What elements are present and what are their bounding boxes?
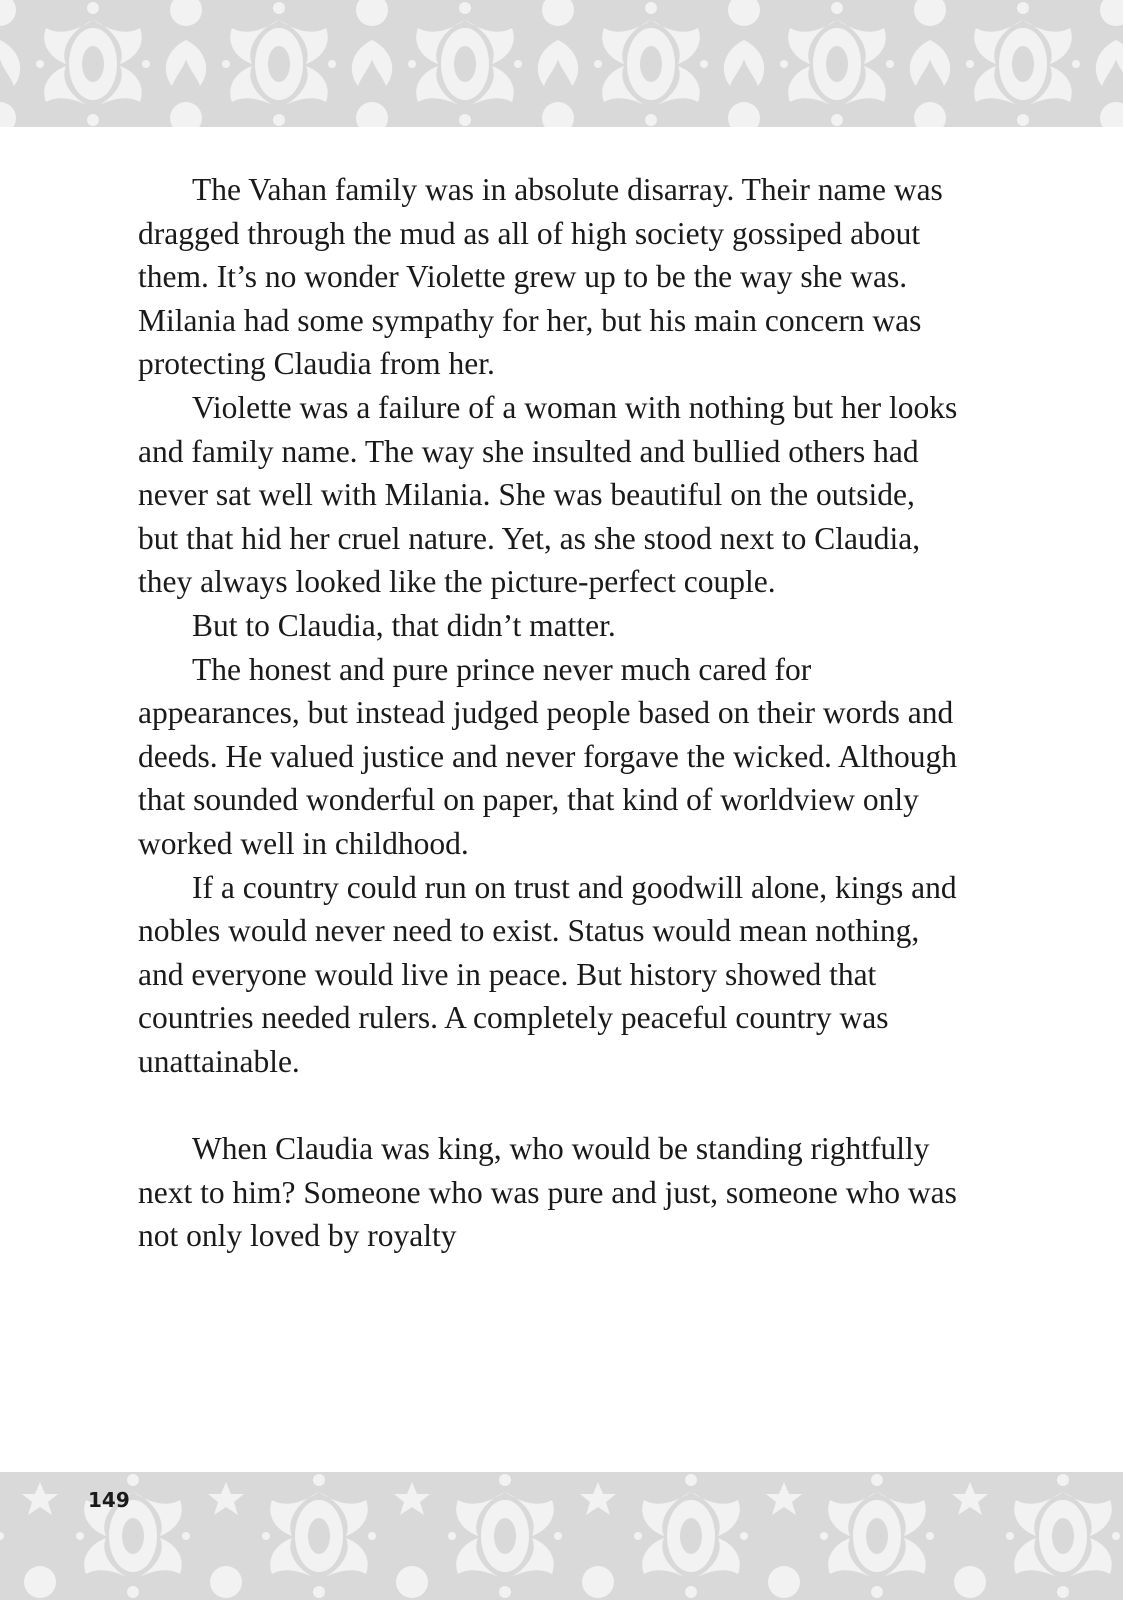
damask-header-band [0, 0, 1123, 127]
paragraph: If a country could run on trust and goodwill alone, kings and nobles would never need to exist. Status would mean nothing, and everyone would live in peace. But history showed that countries needed rulers. A completely peaceful country was unattainable. [138, 869, 957, 1079]
scene-break [138, 1083, 958, 1127]
body-text [138, 168, 958, 1258]
paragraph: But to Claudia, that didn’t matter. [192, 607, 616, 643]
page-number: 149 [88, 1488, 130, 1512]
paragraph: The honest and pure prince never much cared for appearances, but instead judged people based on their words and deeds. He valued justice and never forgave the wicked. Although that sounded wonderful on paper, that kind of worldview only worked well in childhood. [138, 651, 958, 861]
paragraph: Violette was a failure of a woman with nothing but her looks and family name. The way she insulted and bullied others had never sat well with Milania. She was beautiful on the outside, but that hid her cruel nature. Yet, as she stood next to Claudia, they always looked like the picture-perfect couple. [138, 389, 958, 600]
damask-footer-band [0, 1472, 1123, 1600]
paragraph: When Claudia was king, who would be standing rightfully next to him? Someone who was pure and just, someone who was not only loved by royalty [138, 1131, 957, 1254]
paragraph: The Vahan family was in absolute disarray. Their name was dragged through the mud as all of high society gossiped about them. It’s no wonder Violette grew up to be the way she was. Milania had some sympathy for her, but his main concern was protecting Claudia from her. [138, 172, 943, 382]
damask-pattern-bottom-icon [0, 1472, 1123, 1600]
damask-pattern-top-icon [0, 0, 1123, 127]
